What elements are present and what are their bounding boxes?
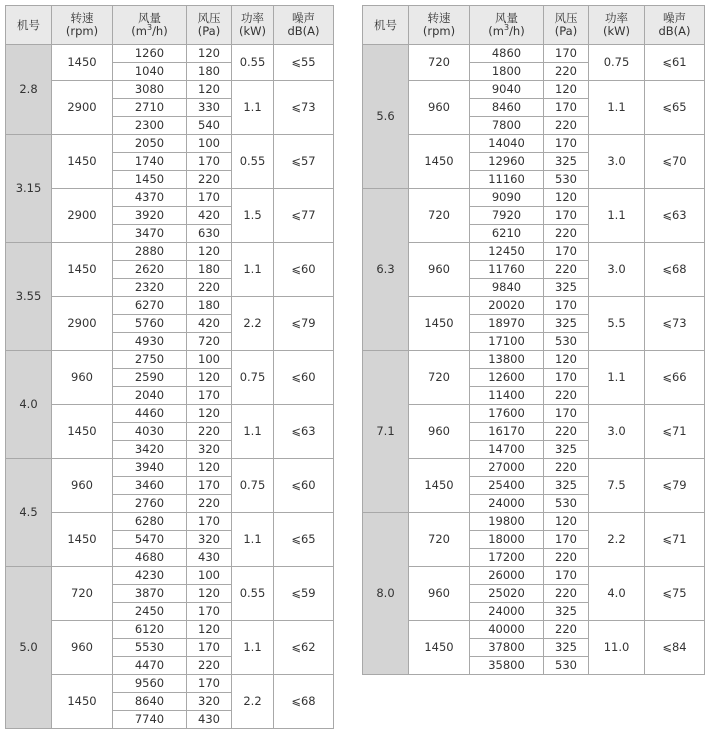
speed-cell: 960 <box>52 351 113 405</box>
speed-cell: 720 <box>409 513 470 567</box>
airflow-cell: 11760 <box>470 261 544 279</box>
speed-cell: 960 <box>409 243 470 297</box>
table-row <box>6 189 334 207</box>
speed-cell: 1450 <box>52 135 113 189</box>
power-cell: 2.2 <box>232 675 274 729</box>
airflow-cell: 9040 <box>470 81 544 99</box>
header-airflow: 风量 $(m^3/h)$ <box>113 6 187 45</box>
airflow-cell: 2710 <box>113 99 187 117</box>
table-row <box>363 621 705 639</box>
power-cell: 1.1 <box>589 351 645 405</box>
pressure-cell: 170 <box>187 639 232 657</box>
header-model: 机号 <box>6 6 52 45</box>
airflow-cell: 6280 <box>113 513 187 531</box>
airflow-cell: 2760 <box>113 495 187 513</box>
pressure-cell: 220 <box>544 585 589 603</box>
noise-cell: ⩽73 <box>645 297 705 351</box>
airflow-cell: 3870 <box>113 585 187 603</box>
pressure-cell: 100 <box>187 351 232 369</box>
table-row <box>6 675 334 693</box>
noise-cell: ⩽68 <box>274 675 334 729</box>
pressure-cell: 220 <box>544 261 589 279</box>
noise-cell: ⩽77 <box>274 189 334 243</box>
pressure-cell: 530 <box>544 657 589 675</box>
airflow-cell: 4860 <box>470 45 544 63</box>
pressure-cell: 530 <box>544 495 589 513</box>
table-row <box>363 189 705 207</box>
airflow-cell: 1040 <box>113 63 187 81</box>
noise-cell: ⩽62 <box>274 621 334 675</box>
model-cell: 2.8 <box>6 45 52 135</box>
airflow-cell: 12960 <box>470 153 544 171</box>
header-airflow: 风量 $(m^3/h)$ <box>470 6 544 45</box>
pressure-cell: 220 <box>544 387 589 405</box>
airflow-cell: 14700 <box>470 441 544 459</box>
airflow-cell: 3080 <box>113 81 187 99</box>
pressure-cell: 120 <box>544 189 589 207</box>
pressure-cell: 420 <box>187 207 232 225</box>
pressure-cell: 100 <box>187 567 232 585</box>
pressure-cell: 220 <box>544 621 589 639</box>
pressure-cell: 630 <box>187 225 232 243</box>
table-row <box>363 81 705 99</box>
airflow-cell: 17100 <box>470 333 544 351</box>
header-noise: 噪声 dB(A) <box>645 6 705 45</box>
pressure-cell: 120 <box>187 585 232 603</box>
model-cell: 8.0 <box>363 513 409 675</box>
airflow-cell: 14040 <box>470 135 544 153</box>
speed-cell: 2900 <box>52 189 113 243</box>
noise-cell: ⩽63 <box>645 189 705 243</box>
pressure-cell: 120 <box>187 81 232 99</box>
table-row <box>6 513 334 531</box>
power-cell: 1.1 <box>232 621 274 675</box>
power-cell: 1.1 <box>589 81 645 135</box>
pressure-cell: 220 <box>544 63 589 81</box>
speed-cell: 1450 <box>409 135 470 189</box>
airflow-cell: 2450 <box>113 603 187 621</box>
noise-cell: ⩽60 <box>274 243 334 297</box>
pressure-cell: 220 <box>544 225 589 243</box>
power-cell: 0.75 <box>232 351 274 405</box>
speed-cell: 720 <box>409 45 470 81</box>
airflow-cell: 3920 <box>113 207 187 225</box>
airflow-cell: 18000 <box>470 531 544 549</box>
pressure-cell: 220 <box>544 117 589 135</box>
speed-cell: 720 <box>409 351 470 405</box>
table-body <box>6 45 334 729</box>
airflow-cell: 24000 <box>470 495 544 513</box>
speed-cell: 1450 <box>52 675 113 729</box>
airflow-cell: 2040 <box>113 387 187 405</box>
speed-cell: 1450 <box>409 621 470 675</box>
pressure-cell: 170 <box>544 567 589 585</box>
airflow-cell: 7800 <box>470 117 544 135</box>
airflow-cell: 37800 <box>470 639 544 657</box>
noise-cell: ⩽61 <box>645 45 705 81</box>
header-speed: 转速 (rpm) <box>52 6 113 45</box>
pressure-cell: 220 <box>187 495 232 513</box>
model-cell: 3.15 <box>6 135 52 243</box>
airflow-cell: 9560 <box>113 675 187 693</box>
pressure-cell: 170 <box>544 405 589 423</box>
noise-cell: ⩽75 <box>645 567 705 621</box>
table-row <box>363 405 705 423</box>
noise-cell: ⩽71 <box>645 405 705 459</box>
pressure-cell: 180 <box>187 63 232 81</box>
noise-cell: ⩽57 <box>274 135 334 189</box>
pressure-cell: 170 <box>544 297 589 315</box>
power-cell: 0.55 <box>232 45 274 81</box>
model-cell: 5.0 <box>6 567 52 729</box>
power-cell: 1.5 <box>232 189 274 243</box>
airflow-cell: 2300 <box>113 117 187 135</box>
speed-cell: 960 <box>409 81 470 135</box>
model-cell: 3.55 <box>6 243 52 351</box>
table-row <box>363 297 705 315</box>
airflow-cell: 4460 <box>113 405 187 423</box>
power-cell: 1.1 <box>232 405 274 459</box>
pressure-cell: 120 <box>187 369 232 387</box>
airflow-cell: 24000 <box>470 603 544 621</box>
power-cell: 3.0 <box>589 405 645 459</box>
pressure-cell: 220 <box>544 423 589 441</box>
noise-cell: ⩽79 <box>274 297 334 351</box>
noise-cell: ⩽71 <box>645 513 705 567</box>
speed-cell: 720 <box>52 567 113 621</box>
pressure-cell: 220 <box>544 459 589 477</box>
pressure-cell: 170 <box>187 603 232 621</box>
header-speed: 转速 (rpm) <box>409 6 470 45</box>
header-pressure: 风压 (Pa) <box>544 6 589 45</box>
pressure-cell: 325 <box>544 441 589 459</box>
pressure-cell: 120 <box>187 243 232 261</box>
airflow-cell: 11160 <box>470 171 544 189</box>
power-cell: 3.0 <box>589 135 645 189</box>
pressure-cell: 220 <box>187 279 232 297</box>
table-header-row <box>363 6 705 45</box>
noise-cell: ⩽65 <box>645 81 705 135</box>
pressure-cell: 170 <box>544 207 589 225</box>
table-row <box>6 405 334 423</box>
speed-cell: 720 <box>409 189 470 243</box>
airflow-cell: 4030 <box>113 423 187 441</box>
pressure-cell: 170 <box>187 477 232 495</box>
airflow-cell: 8460 <box>470 99 544 117</box>
power-cell: 11.0 <box>589 621 645 675</box>
pressure-cell: 325 <box>544 603 589 621</box>
noise-cell: ⩽60 <box>274 351 334 405</box>
pressure-cell: 220 <box>187 657 232 675</box>
airflow-cell: 19800 <box>470 513 544 531</box>
table-row <box>6 45 334 63</box>
noise-cell: ⩽68 <box>645 243 705 297</box>
airflow-cell: 17600 <box>470 405 544 423</box>
power-cell: 0.55 <box>232 567 274 621</box>
airflow-cell: 1260 <box>113 45 187 63</box>
airflow-cell: 2590 <box>113 369 187 387</box>
pressure-cell: 120 <box>544 81 589 99</box>
table-row <box>363 135 705 153</box>
power-cell: 2.2 <box>589 513 645 567</box>
pressure-cell: 170 <box>187 513 232 531</box>
table-header-row <box>6 6 334 45</box>
airflow-cell: 6120 <box>113 621 187 639</box>
pressure-cell: 420 <box>187 315 232 333</box>
speed-cell: 1450 <box>52 405 113 459</box>
speed-cell: 1450 <box>52 243 113 297</box>
pressure-cell: 120 <box>187 405 232 423</box>
speed-cell: 960 <box>409 567 470 621</box>
airflow-cell: 5530 <box>113 639 187 657</box>
pressure-cell: 325 <box>544 315 589 333</box>
power-cell: 4.0 <box>589 567 645 621</box>
pressure-cell: 170 <box>187 675 232 693</box>
airflow-cell: 6210 <box>470 225 544 243</box>
airflow-cell: 3460 <box>113 477 187 495</box>
speed-cell: 1450 <box>52 513 113 567</box>
table-body <box>363 45 705 675</box>
power-cell: 1.1 <box>232 513 274 567</box>
speed-cell: 960 <box>52 459 113 513</box>
noise-cell: ⩽66 <box>645 351 705 405</box>
model-cell: 7.1 <box>363 351 409 513</box>
airflow-cell: 25400 <box>470 477 544 495</box>
header-pressure: 风压 (Pa) <box>187 6 232 45</box>
table-row <box>363 567 705 585</box>
table-row <box>363 513 705 531</box>
pressure-cell: 100 <box>187 135 232 153</box>
pressure-cell: 180 <box>187 297 232 315</box>
airflow-cell: 1450 <box>113 171 187 189</box>
pressure-cell: 120 <box>544 351 589 369</box>
pressure-cell: 120 <box>187 621 232 639</box>
pressure-cell: 220 <box>187 423 232 441</box>
fan-spec-table-left <box>5 5 334 729</box>
pressure-cell: 170 <box>544 45 589 63</box>
pressure-cell: 320 <box>187 441 232 459</box>
table-row <box>363 45 705 63</box>
pressure-cell: 170 <box>544 243 589 261</box>
airflow-cell: 13800 <box>470 351 544 369</box>
airflow-cell: 4370 <box>113 189 187 207</box>
header-power: 功率 (kW) <box>232 6 274 45</box>
airflow-cell: 4680 <box>113 549 187 567</box>
table-row <box>363 351 705 369</box>
airflow-cell: 16170 <box>470 423 544 441</box>
pressure-cell: 320 <box>187 531 232 549</box>
airflow-cell: 17200 <box>470 549 544 567</box>
pressure-cell: 220 <box>544 549 589 567</box>
noise-cell: ⩽70 <box>645 135 705 189</box>
airflow-cell: 6270 <box>113 297 187 315</box>
table-row <box>6 621 334 639</box>
airflow-cell: 5470 <box>113 531 187 549</box>
power-cell: 5.5 <box>589 297 645 351</box>
table-row <box>6 243 334 261</box>
airflow-cell: 7920 <box>470 207 544 225</box>
speed-cell: 1450 <box>52 45 113 81</box>
noise-cell: ⩽63 <box>274 405 334 459</box>
table-row <box>6 297 334 315</box>
power-cell: 2.2 <box>232 297 274 351</box>
airflow-cell: 4470 <box>113 657 187 675</box>
speed-cell: 960 <box>52 621 113 675</box>
table-row <box>6 135 334 153</box>
noise-cell: ⩽79 <box>645 459 705 513</box>
power-cell: 1.1 <box>232 81 274 135</box>
airflow-cell: 35800 <box>470 657 544 675</box>
airflow-cell: 25020 <box>470 585 544 603</box>
pressure-cell: 430 <box>187 549 232 567</box>
airflow-cell: 8640 <box>113 693 187 711</box>
power-cell: 0.75 <box>232 459 274 513</box>
airflow-cell: 18970 <box>470 315 544 333</box>
table-row <box>6 567 334 585</box>
airflow-cell: 4930 <box>113 333 187 351</box>
model-cell: 4.0 <box>6 351 52 459</box>
speed-cell: 1450 <box>409 297 470 351</box>
pressure-cell: 530 <box>544 333 589 351</box>
model-cell: 6.3 <box>363 189 409 351</box>
airflow-cell: 3420 <box>113 441 187 459</box>
noise-cell: ⩽84 <box>645 621 705 675</box>
airflow-cell: 2880 <box>113 243 187 261</box>
pressure-cell: 430 <box>187 711 232 729</box>
speed-cell: 2900 <box>52 297 113 351</box>
speed-cell: 960 <box>409 405 470 459</box>
table-row <box>6 459 334 477</box>
airflow-cell: 11400 <box>470 387 544 405</box>
pressure-cell: 325 <box>544 639 589 657</box>
pressure-cell: 120 <box>544 513 589 531</box>
airflow-cell: 3470 <box>113 225 187 243</box>
pressure-cell: 325 <box>544 477 589 495</box>
airflow-cell: 4230 <box>113 567 187 585</box>
header-model: 机号 <box>363 6 409 45</box>
airflow-cell: 9840 <box>470 279 544 297</box>
pressure-cell: 540 <box>187 117 232 135</box>
airflow-cell: 3940 <box>113 459 187 477</box>
pressure-cell: 325 <box>544 153 589 171</box>
airflow-cell: 12600 <box>470 369 544 387</box>
airflow-cell: 12450 <box>470 243 544 261</box>
speed-cell: 2900 <box>52 81 113 135</box>
table-row <box>363 459 705 477</box>
airflow-cell: 20020 <box>470 297 544 315</box>
power-cell: 1.1 <box>589 189 645 243</box>
noise-cell: ⩽60 <box>274 459 334 513</box>
pressure-cell: 170 <box>544 369 589 387</box>
pressure-cell: 120 <box>187 459 232 477</box>
airflow-cell: 40000 <box>470 621 544 639</box>
pressure-cell: 330 <box>187 99 232 117</box>
airflow-cell: 7740 <box>113 711 187 729</box>
power-cell: 0.55 <box>232 135 274 189</box>
power-cell: 0.75 <box>589 45 645 81</box>
airflow-cell: 9090 <box>470 189 544 207</box>
pressure-cell: 170 <box>544 135 589 153</box>
model-cell: 5.6 <box>363 45 409 189</box>
fan-spec-table-right <box>362 5 705 675</box>
pressure-cell: 220 <box>187 171 232 189</box>
pressure-cell: 530 <box>544 171 589 189</box>
pressure-cell: 170 <box>187 153 232 171</box>
pressure-cell: 170 <box>187 387 232 405</box>
noise-cell: ⩽55 <box>274 45 334 81</box>
pressure-cell: 170 <box>544 531 589 549</box>
airflow-cell: 2750 <box>113 351 187 369</box>
model-cell: 4.5 <box>6 459 52 567</box>
header-power: 功率 (kW) <box>589 6 645 45</box>
table-row <box>363 243 705 261</box>
noise-cell: ⩽59 <box>274 567 334 621</box>
pressure-cell: 120 <box>187 45 232 63</box>
table-row <box>6 351 334 369</box>
airflow-cell: 2620 <box>113 261 187 279</box>
airflow-cell: 2050 <box>113 135 187 153</box>
table-row <box>6 81 334 99</box>
airflow-cell: 1800 <box>470 63 544 81</box>
airflow-cell: 27000 <box>470 459 544 477</box>
pressure-cell: 170 <box>544 99 589 117</box>
noise-cell: ⩽73 <box>274 81 334 135</box>
airflow-cell: 5760 <box>113 315 187 333</box>
pressure-cell: 170 <box>187 189 232 207</box>
pressure-cell: 320 <box>187 693 232 711</box>
speed-cell: 1450 <box>409 459 470 513</box>
pressure-cell: 180 <box>187 261 232 279</box>
pressure-cell: 720 <box>187 333 232 351</box>
airflow-cell: 2320 <box>113 279 187 297</box>
airflow-cell: 1740 <box>113 153 187 171</box>
noise-cell: ⩽65 <box>274 513 334 567</box>
power-cell: 3.0 <box>589 243 645 297</box>
pressure-cell: 325 <box>544 279 589 297</box>
header-noise: 噪声 dB(A) <box>274 6 334 45</box>
airflow-cell: 26000 <box>470 567 544 585</box>
power-cell: 1.1 <box>232 243 274 297</box>
power-cell: 7.5 <box>589 459 645 513</box>
